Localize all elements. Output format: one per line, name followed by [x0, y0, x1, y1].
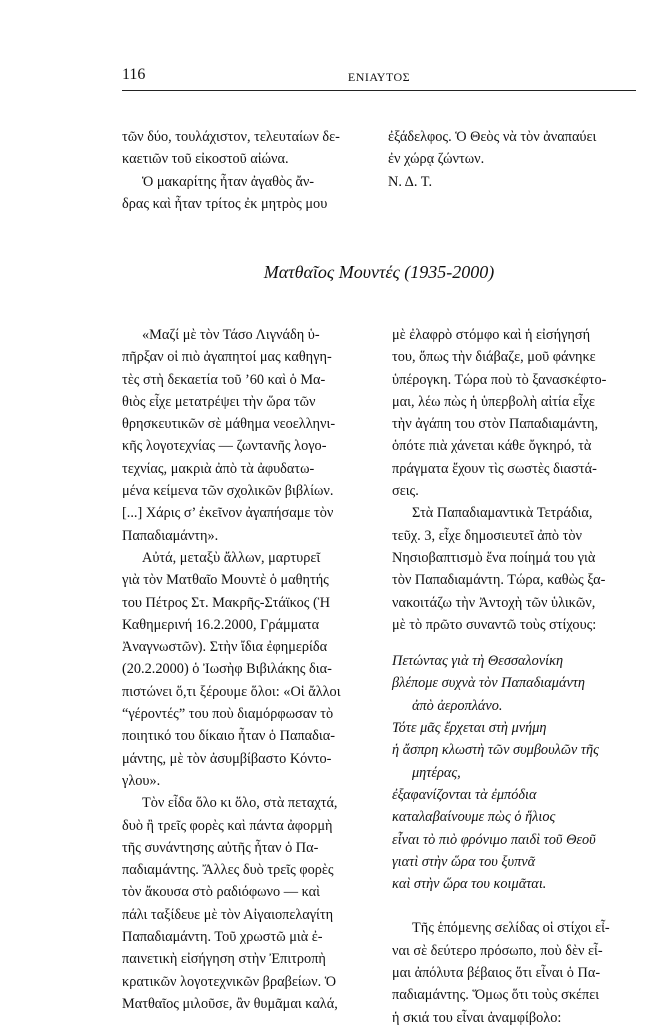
poem-line: ἡ ἄσπρη κλωστὴ τῶν συμβουλῶν τῆς	[392, 742, 599, 759]
text-line: ὑπέρογκη. Τώρα ποὺ τὸ ξανασκέφτο-	[392, 371, 607, 388]
spacer	[392, 895, 642, 917]
text-line: του Πέτρος Στ. Μακρῆς-Στάϊκος (Ἡ	[122, 594, 331, 611]
signature: Ν. Δ. Τ.	[388, 173, 433, 190]
text-line: Αὐτά, μεταξὺ ἄλλων, μαρτυρεῖ	[142, 549, 321, 566]
text-line: πιστώνει ὅ,τι ξέρουμε ὅλοι: «Οἱ ἄλλοι	[122, 683, 341, 700]
paragraph	[392, 324, 642, 502]
text-line: Νησιοβαπτισμὸ ἕνα ποίημά του γιὰ	[392, 549, 596, 566]
section-title: Ματθαῖος Μουντές (1935-2000)	[263, 262, 495, 282]
main-right-column	[392, 324, 642, 1029]
text-line: ὁπότε πιὰ χάνεται κάθε ὄγκηρό, τὰ	[392, 438, 592, 455]
text-line: νακοιτάζω τὴν Ἀντοχὴ τῶν ὑλικῶν,	[392, 594, 596, 611]
paragraph	[122, 792, 376, 1015]
text-line: μαι, λέω πὼς ἡ ὑπερβολὴ αἰτία εἶχε	[392, 393, 596, 410]
text-line: κρατικῶν λογοτεχνικῶν βραβείων. Ὁ	[122, 973, 337, 990]
page-number: 116	[122, 66, 146, 83]
text-line: γιὰ τὸν Ματθαῖο Μουντὲ ὁ μαθητής	[122, 572, 329, 589]
text-line: “γέροντές” του ποὺ διαμόρφωσαν τὸ	[122, 706, 334, 723]
text-line: Τὸν εἶδα ὅλο κι ὅλο, στὰ πεταχτά,	[142, 795, 338, 812]
text-line: ἡ σκιά του εἶναι ἀναμφίβολο:	[392, 1009, 562, 1026]
text-line: τεχνίας, μακριὰ ἀπὸ τὰ ἀφυδατω-	[122, 460, 315, 477]
text-line: ποιητικό του δίκαιο ἦταν ὁ Παπαδια-	[122, 728, 335, 745]
poem-line: Τότε μᾶς ἔρχεται στὴ μνήμη	[392, 720, 547, 737]
text-line: μὲ ἐλαφρὸ στόμφο καὶ ἡ εἰσήγησή	[392, 327, 591, 343]
text-line: μάντης, μὲ τὸν ἀσυμβίβαστο Κόντο-	[122, 750, 332, 767]
poem-line: ἐξαφανίζονται τὰ ἐμπόδια	[392, 786, 537, 803]
text-line: τεῦχ. 3, εἶχε δημοσιευτεῖ ἀπὸ τὸν	[392, 527, 583, 544]
text-line: μαι ἀπόλυτα βέβαιος ὅτι εἶναι ὁ Πα-	[392, 965, 601, 982]
text-line: μένα κείμενα τῶν σχολικῶν βιβλίων.	[122, 483, 334, 500]
text-line: παινετικὴ εἰσήγηση στὴν Ἐπιτροπὴ	[122, 951, 326, 968]
text-line: τὸν Παπαδιαμάντη. Τώρα, καθὼς ξα-	[392, 572, 606, 589]
text-line: τὸν ἄκουσα στὸ ραδιόφωνο — καὶ	[122, 884, 320, 901]
text-line: μὲ τὸ πρῶτο συναντῶ τοὺς στίχους:	[392, 616, 597, 633]
text-line: (20.2.2000) ὁ Ἰωσὴφ Βιβιλάκης δια-	[122, 661, 332, 678]
poem-line: καὶ στὴν ὥρα του κοιμᾶται.	[392, 876, 547, 893]
text-line: δρας καὶ ἦταν τρίτος ἐκ μητρὸς μου	[122, 195, 328, 212]
text-line: [...] Χάρις σ’ ἐκεῖνον ἀγαπήσαμε τὸν	[122, 505, 334, 522]
text-line: Παπαδιαμάντη».	[122, 527, 219, 544]
poem-line: μητέρας,	[412, 764, 461, 781]
poem-line: καταλαβαίνουμε πὼς ὁ ἥλιος	[392, 809, 556, 826]
text-line: Στὰ Παπαδιαμαντικὰ Τετράδια,	[412, 505, 593, 522]
text-line: πράγματα ἔχουν τὶς σωστὲς διαστά-	[392, 460, 597, 477]
top-left-column	[122, 126, 370, 215]
text-line: γλου».	[122, 772, 161, 789]
text-line: Ἀναγνωστῶν). Στὴν ἴδια ἐφημερίδα	[122, 639, 328, 656]
text-line: «Μαζί μὲ τὸν Τάσο Λιγνάδη ὑ-	[142, 327, 320, 343]
text-line: θρησκευτικῶν σὲ μάθημα νεοελληνι-	[122, 416, 336, 433]
text-line: κῆς λογοτεχνίας — ζωντανῆς λογο-	[122, 438, 327, 455]
poem-line: βλέπομε συχνὰ τὸν Παπαδιαμάντη	[392, 675, 586, 692]
text-line: παδιαμάντης. Ἄλλες δυὸ τρεῖς φορὲς	[122, 862, 334, 879]
main-left-column	[122, 324, 376, 1015]
text-line: ἐξάδελφος. Ὁ Θεὸς νὰ τὸν ἀναπαύει	[388, 129, 597, 145]
poem-line: Πετώντας γιὰ τὴ Θεσσαλονίκη	[392, 653, 564, 670]
text-line: Ματθαῖος μιλοῦσε, ἂν θυμᾶμαι καλά,	[122, 995, 338, 1012]
paragraph	[392, 502, 642, 636]
paragraph	[122, 547, 376, 792]
poem-line: γιατὶ στὴν ὥρα του ξυπνᾶ	[392, 853, 536, 870]
text-line: πάλι ταξίδευε μὲ τὸν Αἰγαιοπελαγίτη	[122, 906, 334, 923]
paragraph	[392, 917, 642, 1028]
spacer	[392, 636, 642, 650]
text-line: Τῆς ἑπόμενης σελίδας οἱ στίχοι εἶ-	[412, 920, 610, 937]
text-line: τῆς συνάντησης αὐτῆς ἦταν ὁ Πα-	[122, 839, 319, 856]
text-line: Ὁ μακαρίτης ἦταν ἀγαθὸς ἄν-	[142, 173, 315, 190]
text-line: δυὸ ἢ τρεῖς φορὲς καὶ πάντα ἀφορμὴ	[122, 817, 333, 834]
text-line: Παπαδιαμάντη. Τοῦ χρωστῶ μιὰ ἐ-	[122, 929, 323, 946]
text-line: του, ὅπως τὴν διάβαζε, μοῦ φάνηκε	[392, 349, 596, 366]
running-title: ΕΝΙΑΥΤΟΣ	[347, 70, 411, 84]
text-line: παδιαμάντης. Ὅμως ὅτι τοὺς σκέπει	[392, 987, 600, 1004]
text-line: τῶν δύο, τουλάχιστον, τελευταίων δε-	[122, 129, 340, 145]
text-line: σεις.	[392, 483, 419, 500]
text-line: καετιῶν τοῦ εἰκοστοῦ αἰώνα.	[122, 151, 289, 168]
text-line: Καθημερινή 16.2.2000, Γράμματα	[122, 616, 320, 633]
text-line: τὴν ἀγάπη του στὸν Παπαδιαμάντη,	[392, 416, 599, 433]
text-line: πῆρξαν οἱ πιὸ ἀγαπητοί μας καθηγη-	[122, 349, 332, 366]
page-header	[122, 66, 636, 92]
text-line: ἐν χώρᾳ ζώντων.	[388, 151, 485, 168]
text-line: ναι σὲ δεύτερο πρόσωπο, ποὺ δὲν εἶ-	[392, 942, 603, 959]
poem-line: ἀπὸ ἀεροπλάνο.	[412, 697, 503, 714]
text-line: θιὸς εἶχε μετατρέψει τὴν ὥρα τῶν	[122, 393, 316, 410]
top-right-column	[388, 126, 636, 193]
text-line: τὲς στὴ δεκαετία τοῦ ’60 καὶ ὁ Μα-	[122, 371, 326, 388]
header-rule	[122, 90, 636, 91]
poem	[392, 650, 642, 895]
paragraph	[122, 324, 376, 547]
poem-line: εἶναι τὸ πιὸ φρόνιμο παιδὶ τοῦ Θεοῦ	[392, 831, 596, 848]
